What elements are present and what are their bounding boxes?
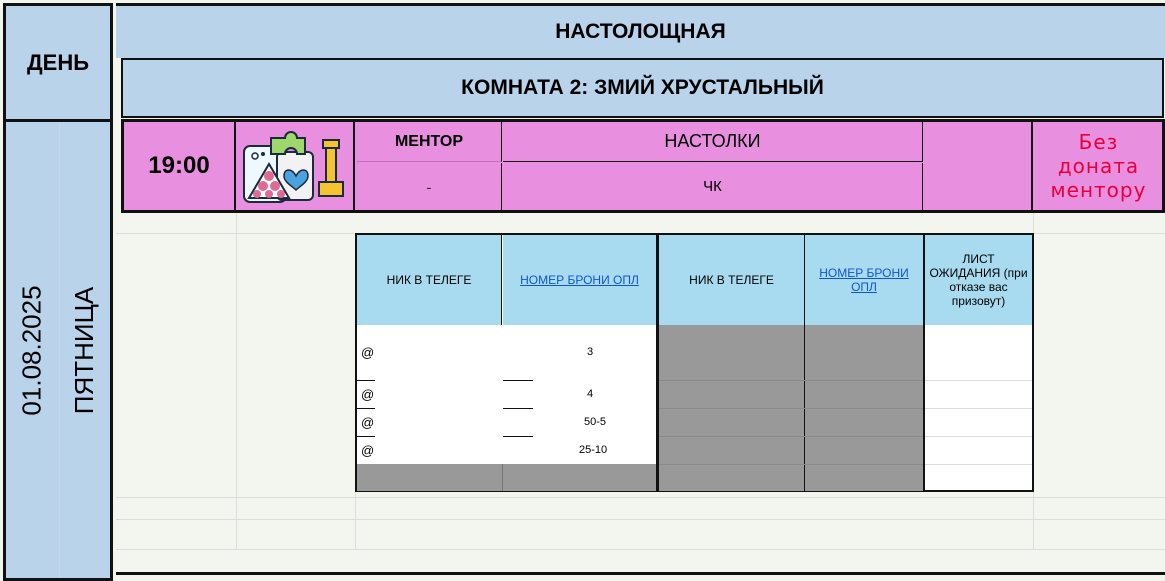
- session-time: 19:00: [148, 152, 210, 179]
- donation-note-cell: [1035, 122, 1162, 210]
- waitlist-cell[interactable]: [925, 409, 1032, 436]
- games-value-cell: [503, 163, 923, 210]
- day-header: [3, 3, 113, 119]
- donation-note-line3: ментору: [1050, 178, 1147, 202]
- header-booking-2[interactable]: [805, 235, 923, 325]
- booking-cell[interactable]: 25-10: [579, 444, 608, 456]
- weekday-text: ПЯТНИЦА: [69, 286, 100, 414]
- weekday-cell: [60, 122, 110, 578]
- mentor-label: МЕНТОР: [394, 132, 464, 150]
- booking-cell[interactable]: 3: [587, 346, 594, 358]
- mentor-value-cell: [357, 163, 502, 210]
- room-title-cell: [121, 58, 1164, 118]
- nick-cell[interactable]: @: [361, 443, 375, 458]
- header-booking-1[interactable]: [503, 235, 656, 325]
- donation-note-line1: Без: [1078, 130, 1119, 154]
- banner-title-cell: [116, 3, 1165, 58]
- games-value: ЧК: [703, 178, 722, 195]
- donation-note-line2: доната: [1057, 154, 1140, 178]
- header-waitlist: ЛИСТ ОЖИДАНИЯ (при отказе вас призовут): [923, 235, 1032, 325]
- session-empty-cell: [924, 122, 1033, 210]
- games-icon-cell: [237, 122, 355, 210]
- header-nick-2: НИК В ТЕЛЕГЕ: [656, 235, 805, 325]
- table-row[interactable]: [357, 325, 656, 380]
- games-label-cell: [503, 122, 923, 162]
- nick-cell[interactable]: @: [361, 387, 375, 402]
- table-row[interactable]: [357, 408, 656, 436]
- booking-number-link-2[interactable]: НОМЕР БРОНИ ОПЛ: [819, 266, 909, 294]
- header-nick-1: НИК В ТЕЛЕГЕ: [357, 235, 502, 325]
- mentor-label-cell: [357, 122, 502, 162]
- waitlist-cell[interactable]: [925, 465, 1032, 491]
- waitlist-cell[interactable]: [925, 437, 1032, 464]
- banner-title: НАСТОЛОЩНАЯ: [555, 20, 726, 43]
- session-time-cell: [124, 122, 236, 210]
- room-title: КОМНАТА 2: ЗМИЙ ХРУСТАЛЬНЫЙ: [461, 76, 824, 99]
- waitlist-cell[interactable]: [925, 325, 1032, 380]
- table-row[interactable]: [357, 436, 656, 464]
- booking-number-link-1[interactable]: НОМЕР БРОНИ ОПЛ: [520, 273, 639, 287]
- day-column: [3, 119, 113, 581]
- waitlist-cell[interactable]: [925, 381, 1032, 408]
- day-header-label: ДЕНЬ: [26, 49, 90, 75]
- date-cell: [6, 122, 59, 578]
- nick-cell[interactable]: @: [361, 345, 375, 360]
- games-label: НАСТОЛКИ: [664, 131, 761, 151]
- booking-cell[interactable]: 4: [587, 388, 594, 400]
- board-games-icon: [241, 128, 349, 204]
- booking-cell[interactable]: 50-5: [584, 416, 607, 428]
- occupied-row-left: [357, 464, 656, 491]
- mentor-value: -: [426, 178, 432, 195]
- table-row[interactable]: [357, 380, 656, 408]
- date-text: 01.08.2025: [17, 284, 48, 416]
- nick-cell[interactable]: @: [361, 415, 375, 430]
